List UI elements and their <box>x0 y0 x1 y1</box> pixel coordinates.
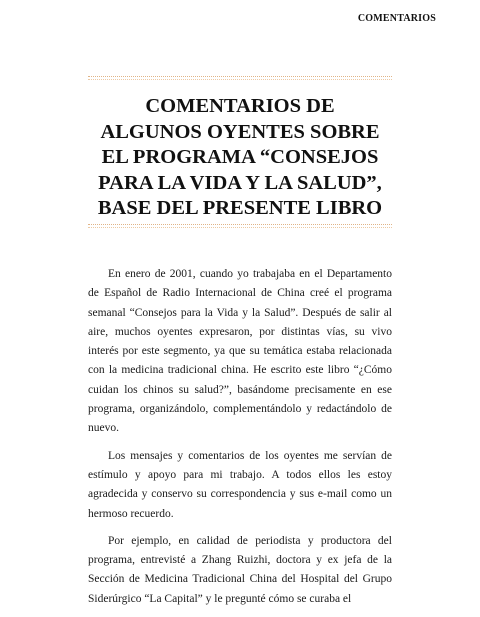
title-rule-bottom <box>88 224 392 225</box>
title-line: ALGUNOS OYENTES SOBRE <box>100 120 380 143</box>
body-text <box>88 265 392 617</box>
chapter-title <box>84 94 396 222</box>
title-line: EL PROGRAMA “CONSEJOS <box>101 146 379 168</box>
paragraph: Por ejemplo, en calidad de periodista y productora del programa, entrevisté a Zhang Ruizhi, doctora y ex jefa de la Sección de Medicina Tradicional China del Hospital del Grupo Siderúrgico “La Capital” y le pregunté cómo se curaba el <box>88 534 392 605</box>
title-rule-top <box>88 76 392 77</box>
paragraph: En enero de 2001, cuando yo trabajaba en el Departamento de Español de Radio Internacional de China creé el programa semanal “Consejos para la Vida y la Salud”. Después de salir al aire, muchos oyentes expresaron, por distintas vías, su vivo interés por este segmento, ya que su temática estaba relacionada con la medicina tradicional china. He escrito este libro “¿Cómo cuidan los chinos su salud?”, basándome precisamente en ese programa, organizándolo, complementándolo y redactándolo de nuevo. <box>88 268 392 435</box>
running-head: COMENTARIOS <box>357 13 436 24</box>
title-line: COMENTARIOS DE <box>145 95 335 117</box>
title-line: PARA LA VIDA Y LA SALUD”, <box>98 171 382 194</box>
title-line: BASE DEL PRESENTE LIBRO <box>97 197 383 219</box>
paragraph: Los mensajes y comentarios de los oyentes me servían de estímulo y apoyo para mi trabajo. A todos ellos les estoy agradecida y conservo su correspondencia y sus e-mail como un hermoso recuerdo. <box>88 449 392 520</box>
